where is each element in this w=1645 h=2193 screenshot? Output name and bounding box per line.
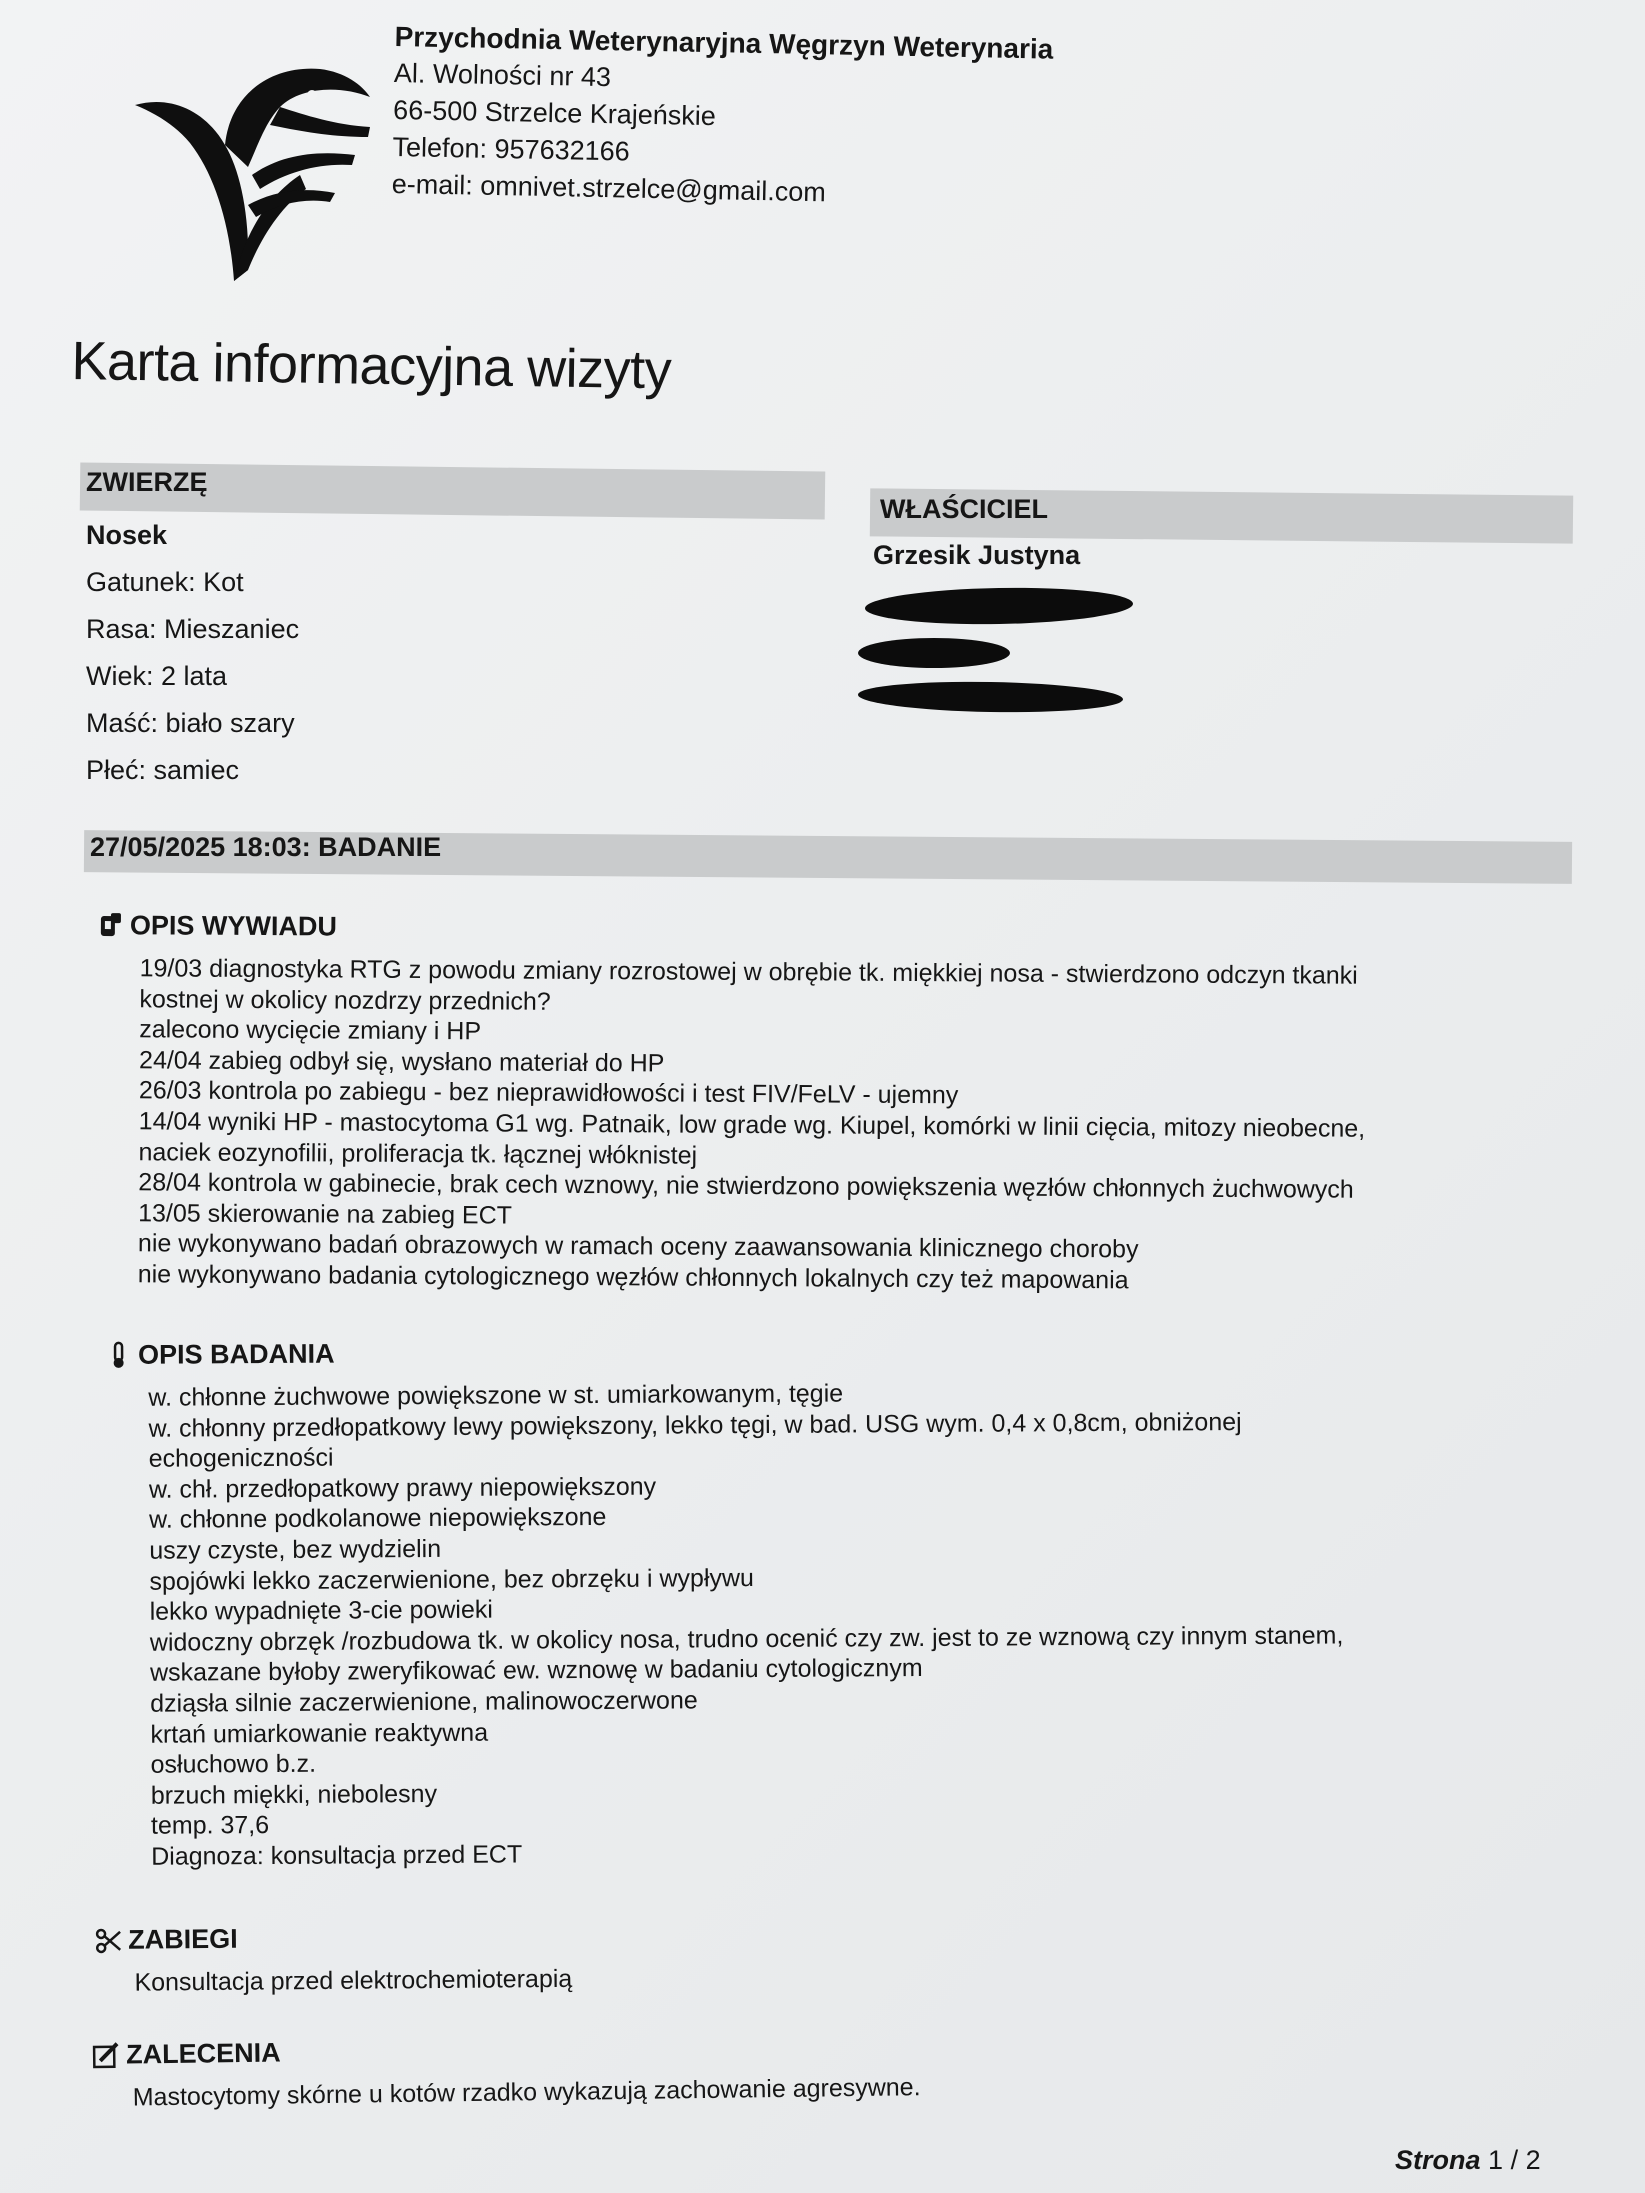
history-line: 13/05 skierowanie na zabieg ECT <box>138 1199 513 1230</box>
clinic-address-city: 66-500 Strzelce Krajeńskie <box>392 94 717 132</box>
animal-header: ZWIERZĘ <box>86 467 208 497</box>
history-line: naciek eozynofilii, proliferacja tk. łącznej włóknistej <box>138 1137 698 1170</box>
exam-title: OPIS BADANIA <box>137 1338 335 1370</box>
exam-line: brzuch miękki, niebolesny <box>150 1779 438 1810</box>
exam-line: widoczny obrzęk /rozbudowa tk. w okolicy nosa, trudno ocenić czy zw. jest to ze wznową czy innym stanem, <box>149 1621 1344 1657</box>
procedures-section <box>94 1921 572 1999</box>
clinic-info <box>391 18 1053 216</box>
redaction-bar-phone <box>858 680 1123 715</box>
animal-sex: Płeć: samiec <box>86 755 240 785</box>
exam-line: wskazane byłoby zweryfikować ew. wznowę w badaniu cytologicznym <box>149 1654 923 1688</box>
page-current: 1 <box>1488 2145 1504 2175</box>
exam-line: temp. 37,6 <box>150 1811 270 1841</box>
thermometer-icon <box>104 1340 132 1370</box>
page-number <box>1395 2145 1541 2176</box>
clinic-name: Przychodnia Weterynaryjna Węgrzyn Weterynaria <box>394 20 1054 65</box>
exam-line: w. chłonne podkolanowe niepowiększone <box>149 1503 607 1535</box>
history-title: OPIS WYWIADU <box>129 910 337 942</box>
procedures-line: Konsultacja przed elektrochemioterapią <box>134 1964 573 1997</box>
history-line: zalecono wycięcie zmiany i HP <box>139 1015 482 1046</box>
exam-section <box>104 1332 1345 1872</box>
redaction-bar-address <box>865 586 1134 627</box>
history-line: nie wykonywano badań obrazowych w ramach oceny zaawansowania klinicznego choroby <box>137 1229 1139 1264</box>
recommendations-lines <box>93 2072 921 2113</box>
clinic-logo <box>130 55 375 285</box>
exam-line: w. chłonny przedłopatkowy lewy powiększony, lekko tęgi, w bad. USG wym. 0,4 x 0,8cm, obniżonej <box>148 1407 1242 1443</box>
history-line: 26/03 kontrola po zabiegu - bez nieprawidłowości i test FIV/FeLV - ujemny <box>138 1076 959 1110</box>
clinic-phone: Telefon: 957632166 <box>392 131 630 167</box>
animal-age: Wiek: 2 lata <box>86 661 228 691</box>
exam-line: spojówki lekko zaczerwienione, bez obrzęku i wypływu <box>149 1563 755 1596</box>
history-line: kostnej w okolicy nozdrzy przednich? <box>139 984 551 1016</box>
exam-line: dziąsła silnie zaczerwienione, malinowoczerwone <box>150 1686 698 1718</box>
animal-species: Gatunek: Kot <box>86 567 244 597</box>
owner-header: WŁAŚCICIEL <box>880 494 1048 524</box>
exam-line: uszy czyste, bez wydzielin <box>149 1534 442 1565</box>
interview-icon <box>96 911 124 941</box>
history-line: nie wykonywano badania cytologicznego węzłów chłonnych lokalnych czy też mapowania <box>137 1260 1129 1295</box>
exam-line: Diagnoza: konsultacja przed ECT <box>151 1840 523 1871</box>
exam-lines <box>104 1375 1345 1872</box>
exam-line: w. chłonne żuchwowe powiększone w st. umiarkowanym, tęgie <box>148 1379 844 1412</box>
exam-line: krtań umiarkowanie reaktywna <box>150 1718 489 1749</box>
history-line: 24/04 zabieg odbył się, wysłano materiał do HP <box>138 1046 665 1078</box>
page-total: / 2 <box>1510 2145 1541 2175</box>
document-title: Karta informacyjna wizyty <box>71 330 672 401</box>
animal-details <box>86 512 299 794</box>
animal-name: Nosek <box>86 520 168 550</box>
history-line: 28/04 kontrola w gabinecie, brak cech wznowy, nie stwierdzono powiększenia węzłów chłonnych żuchwowych <box>138 1168 1354 1204</box>
exam-line: osłuchowo b.z. <box>150 1749 317 1779</box>
animal-breed: Rasa: Mieszaniec <box>86 614 300 644</box>
recommendations-title: ZALECENIA <box>125 2037 281 2070</box>
procedures-title: ZABIEGI <box>127 1923 238 1955</box>
animal-coat: Maść: biało szary <box>86 708 295 738</box>
owner-name: Grzesik Justyna <box>873 540 1081 570</box>
recommendations-line: Mastocytomy skórne u kotów rzadko wykazują zachowanie agresywne. <box>132 2073 921 2112</box>
pencil-icon <box>92 2040 120 2070</box>
history-line: 19/03 diagnostyka RTG z powodu zmiany rozrostowej w obrębie tk. miękkiej nosa - stwierdzono odczyn tkanki <box>139 954 1358 990</box>
clinic-address-street: Al. Wolności nr 43 <box>393 57 612 93</box>
exam-line: echogeniczności <box>148 1443 334 1473</box>
history-section <box>94 910 1367 1297</box>
exam-line: w. chł. przedłopatkowy prawy niepowiększony <box>148 1472 657 1504</box>
clinic-email: e-mail: omnivet.strzelce@gmail.com <box>391 168 827 208</box>
redaction-bar-postcode <box>858 638 1010 668</box>
visit-header: 27/05/2025 18:03: BADANIE <box>90 832 442 862</box>
history-lines <box>94 953 1366 1297</box>
exam-line: lekko wypadnięte 3-cie powieki <box>149 1595 493 1626</box>
history-line: 14/04 wyniki HP - mastocytoma G1 wg. Patnaik, low grade wg. Kiupel, komórki w linii cięcia, mitozy nieobecne, <box>138 1107 1366 1143</box>
scissors-icon <box>94 1925 122 1955</box>
recommendations-section <box>92 2029 921 2113</box>
page-label: Strona <box>1395 2145 1481 2175</box>
procedures-lines <box>94 1964 572 1999</box>
